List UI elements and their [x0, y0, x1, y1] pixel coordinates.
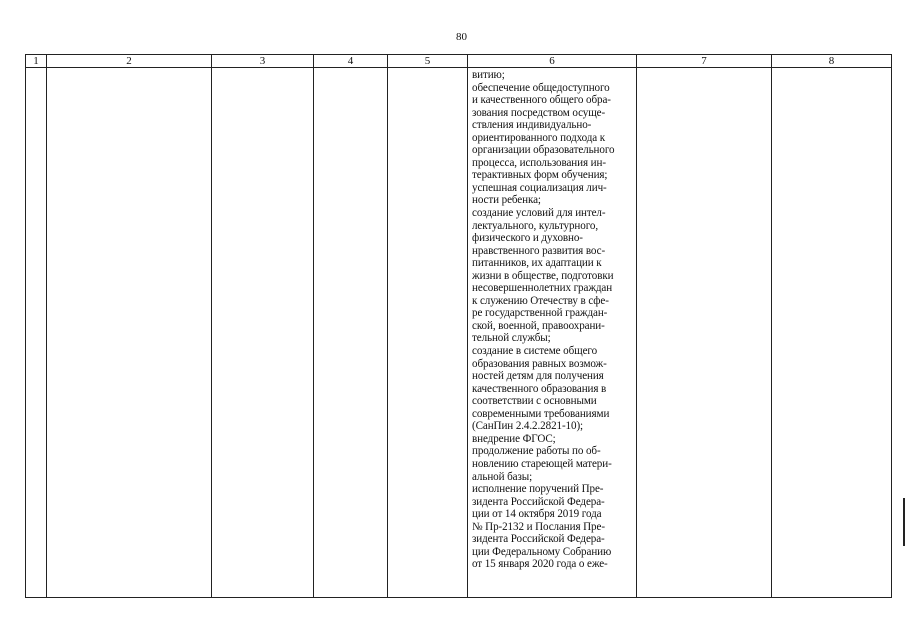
- text-line: ностей детям для получения: [472, 370, 604, 383]
- cell-col-6-text: [468, 68, 637, 598]
- text-line: исполнение поручений Пре-: [472, 483, 604, 496]
- text-line: ствления индивидуально-: [472, 119, 592, 132]
- text-line: тельной службы;: [472, 332, 551, 345]
- cell-col-2: [47, 68, 212, 598]
- text-line: зидента Российской Федера-: [472, 495, 605, 508]
- text-line: обеспечение общедоступного: [472, 81, 610, 94]
- document-table: [25, 54, 892, 598]
- text-line: ской, военной, правоохрани-: [472, 319, 605, 332]
- text-line: физического и духовно-: [472, 232, 583, 245]
- cell-col-8: [772, 68, 892, 598]
- text-line: ции Федеральному Собранию: [472, 545, 612, 558]
- column-header-3: 3: [212, 55, 314, 68]
- column-header-7: 7: [637, 55, 772, 68]
- text-line: жизни в обществе, подготовки: [472, 269, 614, 282]
- text-line: организации образовательного: [472, 144, 615, 157]
- column-header-6: 6: [468, 55, 637, 68]
- text-line: альной базы;: [472, 470, 533, 483]
- text-line: к служению Отечеству в сфе-: [472, 294, 609, 307]
- text-line: терактивных форм обучения;: [472, 169, 608, 182]
- cell-col-5: [388, 68, 468, 598]
- table-row: [26, 68, 892, 598]
- cell-col-3: [212, 68, 314, 598]
- column-header-2: 2: [47, 55, 212, 68]
- text-line: ре государственной граждан-: [472, 307, 608, 320]
- cell-col-7: [637, 68, 772, 598]
- text-line: и качественного общего обра-: [472, 94, 611, 107]
- text-line: несовершеннолетних граждан: [472, 282, 613, 295]
- text-line: продолжение работы по об-: [472, 445, 601, 458]
- column-header-4: 4: [314, 55, 388, 68]
- text-line: создание в системе общего: [472, 345, 598, 358]
- text-line: современными требованиями: [472, 407, 610, 420]
- text-line: успешная социализация лич-: [472, 181, 607, 194]
- text-line: соответствии с основными: [472, 395, 597, 408]
- text-line: питанников, их адаптации к: [472, 257, 602, 270]
- cell-col-1: [26, 68, 47, 598]
- text-line: от 15 января 2020 года о еже-: [472, 558, 608, 571]
- text-line: образования равных возмож-: [472, 357, 607, 370]
- text-line: процесса, использования ин-: [472, 156, 606, 169]
- text-line: внедрение ФГОС;: [472, 432, 556, 445]
- text-line: ции от 14 октября 2019 года: [472, 508, 602, 521]
- text-line: нравственного развития вос-: [472, 244, 606, 257]
- column-header-5: 5: [388, 55, 468, 68]
- page-number: 80: [456, 31, 467, 43]
- text-line: создание условий для интел-: [472, 207, 606, 220]
- text-line: ориентированного подхода к: [472, 131, 606, 144]
- text-line: качественного образования в: [472, 382, 607, 395]
- text-line: витию;: [472, 69, 505, 81]
- text-line: (СанПин 2.4.2.2821-10);: [472, 420, 584, 433]
- text-line: зидента Российской Федера-: [472, 533, 605, 546]
- text-line: зования посредством осуще-: [472, 106, 606, 119]
- text-line: лектуального, культурного,: [472, 219, 599, 232]
- cell-col-4: [314, 68, 388, 598]
- text-line: № Пр-2132 и Послания Пре-: [472, 520, 605, 533]
- text-line: ности ребенка;: [472, 194, 541, 207]
- text-line: новлению стареющей матери-: [472, 457, 612, 470]
- table-header-row: [26, 55, 892, 68]
- column-header-1: 1: [26, 55, 47, 68]
- column-header-8: 8: [772, 55, 892, 68]
